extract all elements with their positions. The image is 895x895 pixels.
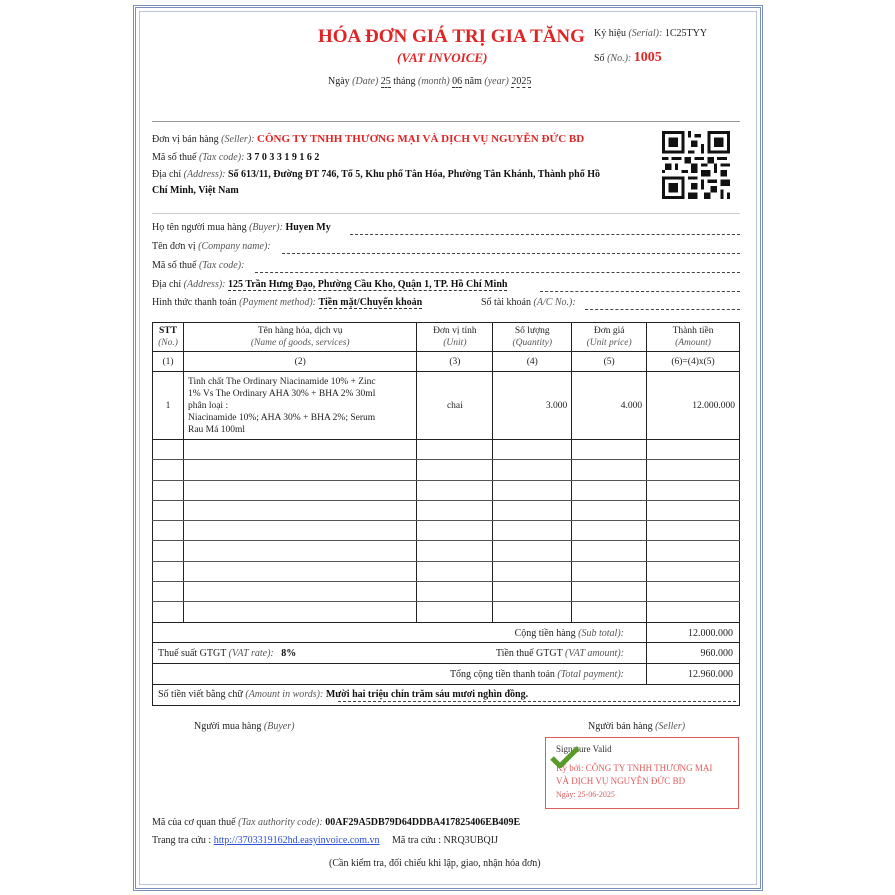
col-header: Đơn giá (Unit price): [572, 323, 647, 352]
seller-address-2: Chí Minh, Việt Nam: [152, 185, 239, 196]
empty-row: [153, 541, 740, 561]
footer-note: (Cần kiểm tra, đối chiếu khi lập, giao, nhận hóa đơn): [329, 858, 541, 869]
amount-in-words: Số tiền viết bằng chữ (Amount in words): Mười hai triệu chín trăm sáu mươi nghìn đồng.: [152, 685, 740, 706]
col-header: Đơn vị tính (Unit): [417, 323, 493, 352]
invoice-date: Ngày (Date) 25 tháng (month) 06 năm (year) 2025: [328, 76, 532, 87]
buyer-address: Địa chỉ (Address): 125 Trần Hưng Đạo, Phường Cầu Kho, Quận 1, TP. Hồ Chí Minh: [152, 279, 508, 290]
lookup-link[interactable]: http://3703319162hd.easyinvoice.com.vn: [213, 835, 380, 846]
checkmark-icon: [550, 746, 580, 768]
empty-row: [153, 582, 740, 602]
payment-method: Hình thức thanh toán (Payment method): Tiền mặt/Chuyển khoản: [152, 297, 423, 308]
empty-row: [153, 440, 740, 460]
col-header: STT (No.): [153, 323, 184, 352]
table-row: 1 Tinh chất The Ordinary Niacinamide 10% + Zinc 1% Vs The Ordinary AHA 30% + BHA 2% 30ml phân loại : Niacinamide 10%; AHA 30% + BHA 2%; Serum Rau Má 100ml chai 3.000 4.000 12.000.000: [153, 372, 740, 440]
lookup-line: Trang tra cứu : http://3703319162hd.easyinvoice.com.vn Mã tra cứu : NRQ3UBQIJ: [152, 835, 498, 846]
empty-row: [153, 602, 740, 622]
account-number: Số tài khoản (A/C No.):: [481, 297, 576, 308]
empty-row: [153, 561, 740, 581]
col-header: Tên hàng hóa, dịch vụ (Name of goods, services): [183, 323, 416, 352]
digital-signature-box: Signature Valid Ký bởi: CÔNG TY TNHH THƯƠNG MẠI VÀ DỊCH VỤ NGUYỄN ĐỨC BD Ngày: 25-06-2025: [545, 737, 739, 809]
buyer-name: Họ tên người mua hàng (Buyer): Huyen My: [152, 222, 331, 233]
total-row: Tổng cộng tiền thanh toán (Total payment): 12.960.000: [152, 664, 740, 685]
seller-tax: Mã số thuế (Tax code): 3 7 0 3 3 1 9 1 6 2: [152, 152, 320, 163]
col-header: Thành tiền (Amount): [647, 323, 740, 352]
empty-row: [153, 500, 740, 520]
qr-code-icon: [662, 131, 730, 199]
empty-row: [153, 460, 740, 480]
serial: Ký hiệu (Serial): 1C25TYY: [594, 28, 708, 39]
buyer-company: Tên đơn vị (Company name):: [152, 241, 271, 252]
vat-row: Thuế suất GTGT (VAT rate): 8% Tiền thuế GTGT (VAT amount): 960.000: [152, 643, 740, 664]
items-table: [152, 322, 740, 623]
column-numbers: (1) (2) (3) (4) (5) (6)=(4)x(5): [153, 352, 740, 372]
buyer-tax: Mã số thuế (Tax code):: [152, 260, 245, 271]
tax-authority-code: Mã của cơ quan thuế (Tax authority code): 00AF29A5DB79D64DDBA417825406EB409E: [152, 817, 521, 828]
divider: [152, 213, 740, 214]
empty-row: [153, 521, 740, 541]
seller-address: Địa chỉ (Address): Số 613/11, Đường ĐT 746, Tổ 5, Khu phố Tân Hóa, Phường Tân Khánh, Thành phố Hồ: [152, 169, 601, 180]
empty-row: [153, 480, 740, 500]
seller-signature-label: Người bán hàng (Seller): [588, 721, 686, 732]
seller-name: Đơn vị bán hàng (Seller): CÔNG TY TNHH THƯƠNG MẠI VÀ DỊCH VỤ NGUYỄN ĐỨC BD: [152, 133, 585, 145]
table-header: [153, 323, 740, 352]
buyer-signature-label: Người mua hàng (Buyer): [194, 721, 295, 732]
invoice-number: Số (No.): 1005: [594, 50, 662, 65]
invoice-subtitle: (VAT INVOICE): [397, 50, 488, 65]
col-header: Số lượng (Quantity): [493, 323, 572, 352]
divider: [152, 121, 740, 122]
subtotal-row: Cộng tiền hàng (Sub total): 12.000.000: [152, 622, 740, 643]
invoice-title: HÓA ĐƠN GIÁ TRỊ GIA TĂNG: [318, 26, 585, 47]
